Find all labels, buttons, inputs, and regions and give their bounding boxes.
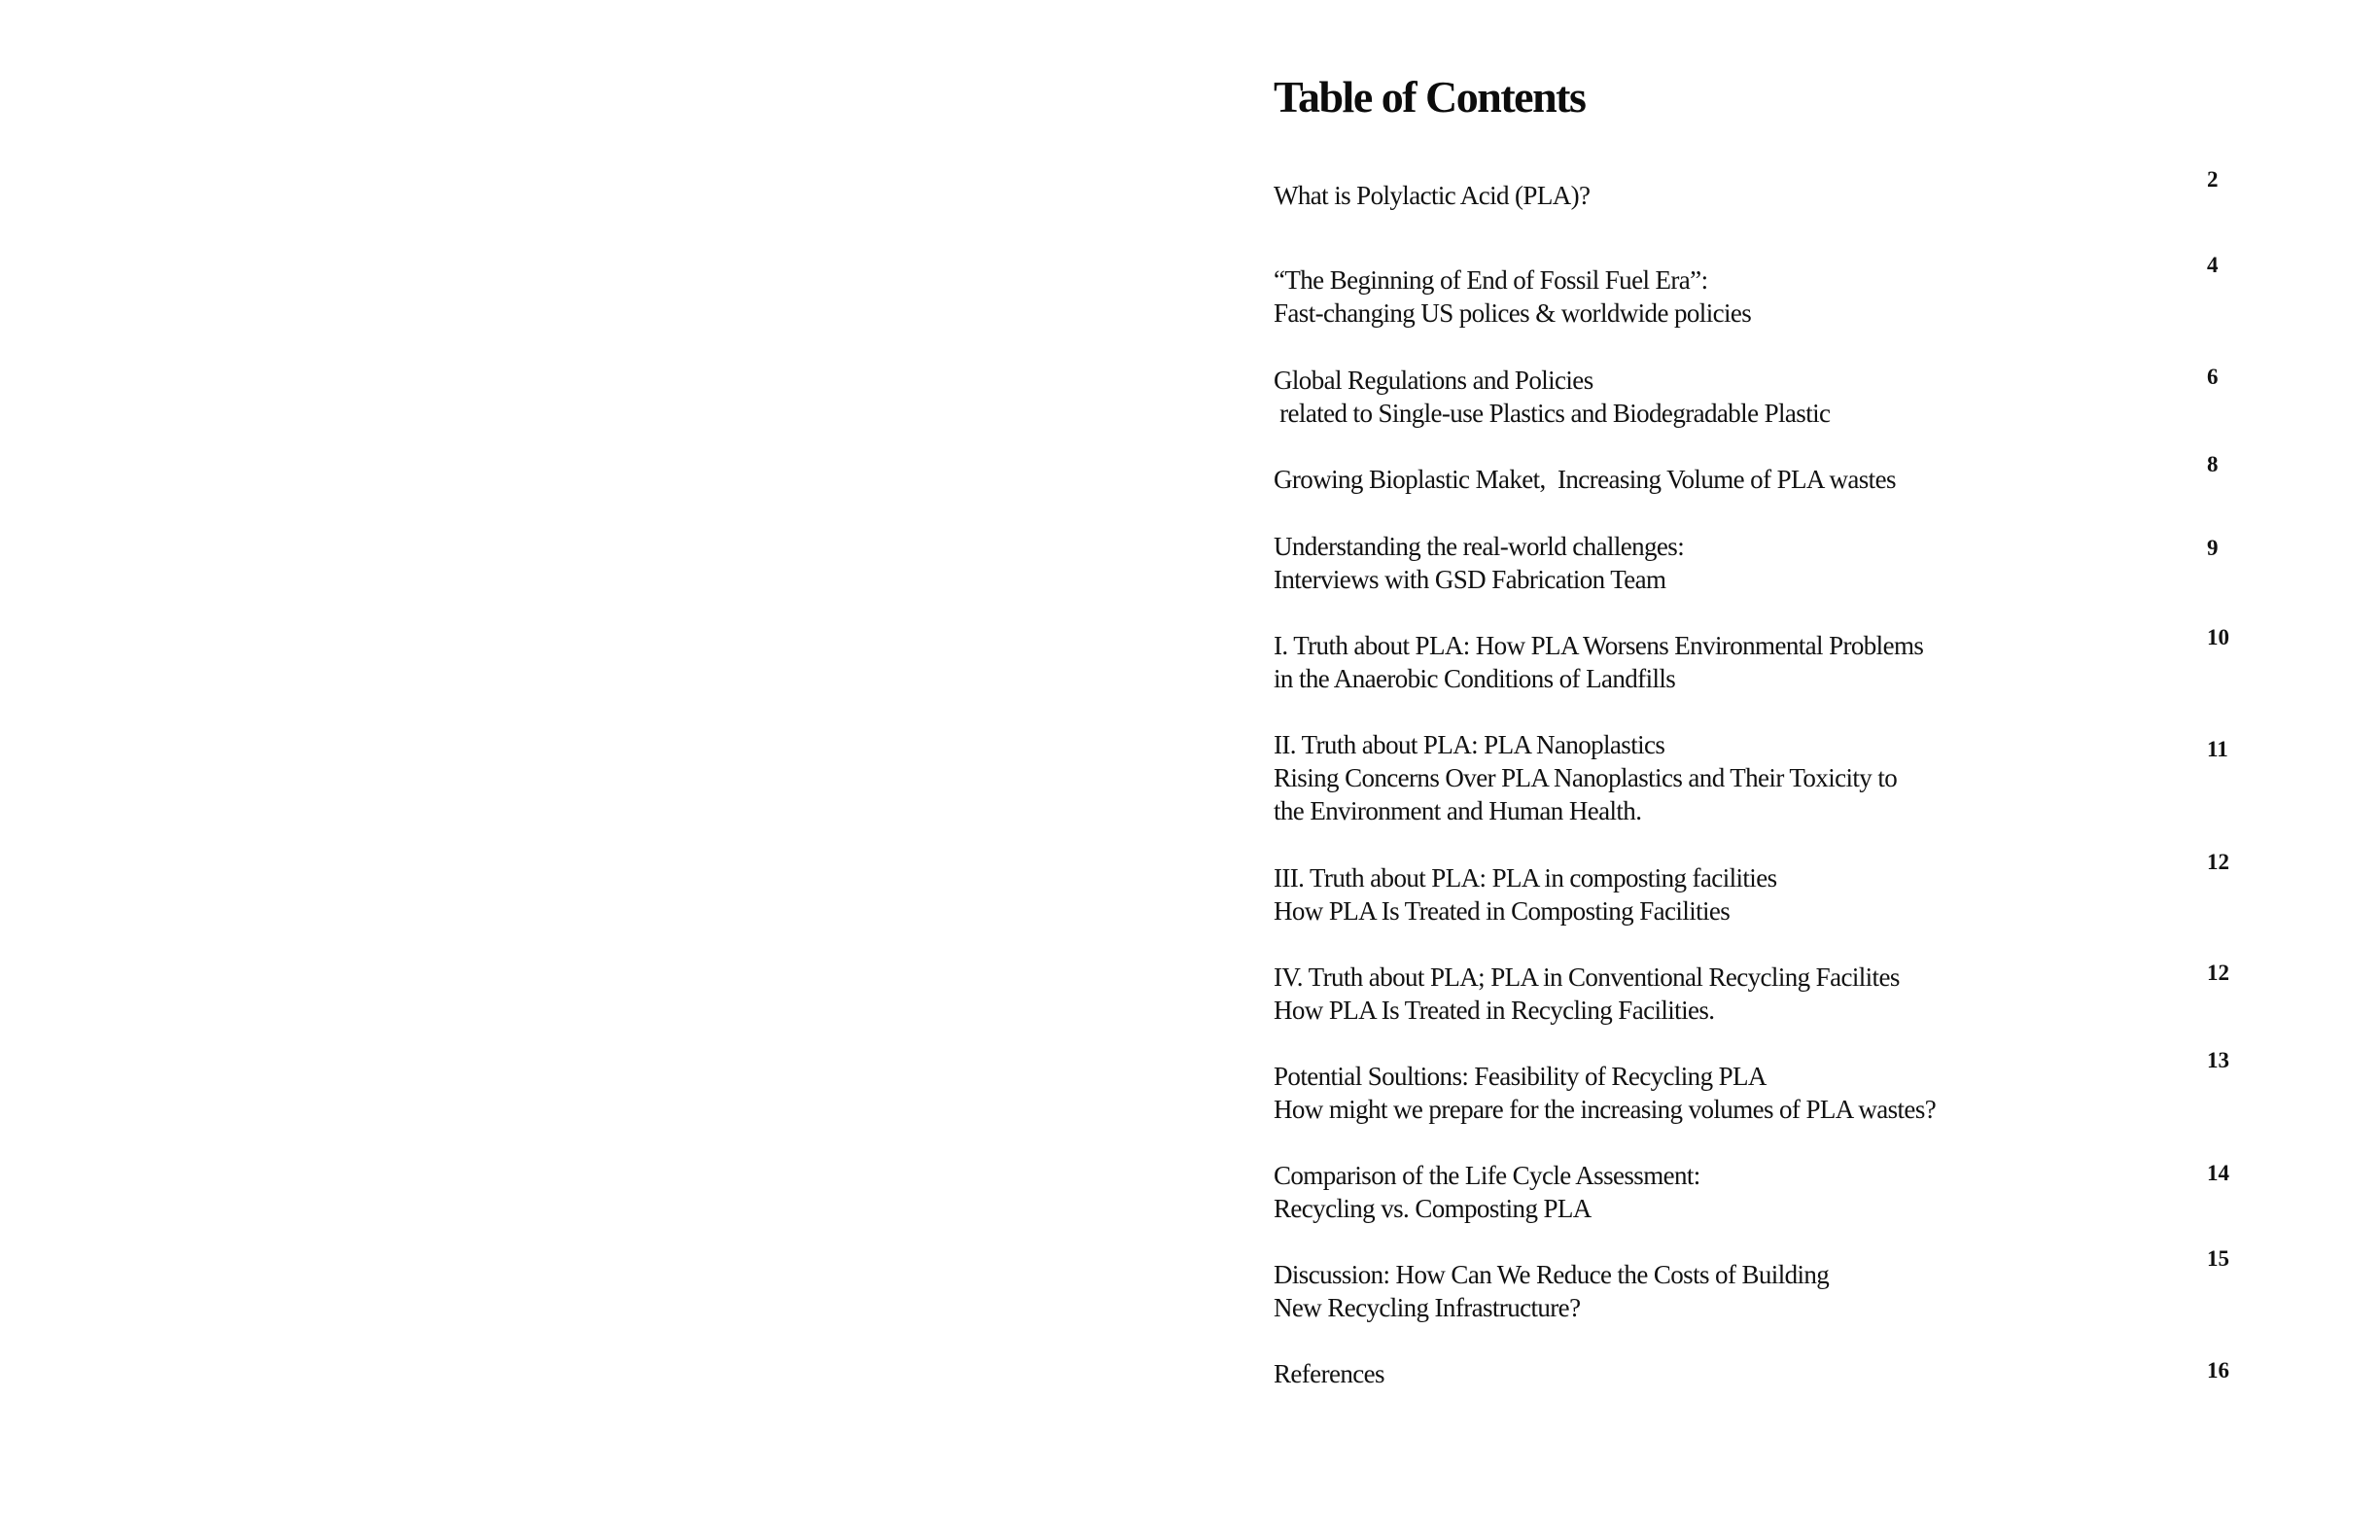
toc-entry-title-line: I. Truth about PLA: How PLA Worsens Environmental Problems (1274, 631, 1924, 660)
toc-entry-title-line: related to Single-use Plastics and Biodegradable Plastic (1274, 399, 1831, 428)
toc-entry-title-line: the Environment and Human Health. (1274, 796, 1642, 825)
toc-entry-title (1274, 961, 2003, 1027)
toc-entry-title-line: Interviews with GSD Fabrication Team (1274, 565, 1666, 594)
toc-entry[interactable] (1274, 1048, 2246, 1138)
toc-entry-title-line: Rising Concerns Over PLA Nanoplastics and Their Toxicity to (1274, 763, 1898, 792)
toc-entry[interactable] (1274, 530, 2246, 608)
toc-entry-title (1274, 463, 2003, 496)
toc-entry-title-line: II. Truth about PLA: PLA Nanoplastics (1274, 730, 1665, 759)
toc-entry[interactable] (1274, 1246, 2246, 1336)
toc-entry-page-number: 13 (2207, 1048, 2229, 1072)
toc-entry-page-number: 12 (2207, 850, 2229, 874)
toc-entry-title-line: Global Regulations and Policies (1274, 366, 1593, 395)
toc-entry-page-number: 8 (2207, 452, 2219, 476)
toc-entry-page-number: 10 (2207, 625, 2229, 649)
toc-entry-title-line: New Recycling Infrastructure? (1274, 1293, 1581, 1322)
toc-entry-page-number: 12 (2207, 961, 2229, 985)
toc-heading: Table of Contents (1274, 72, 1586, 122)
toc-entry[interactable] (1274, 167, 2246, 251)
toc-entry-title-line: “The Beginning of End of Fossil Fuel Era”: (1274, 265, 1708, 295)
toc-entry-title (1274, 1060, 2003, 1126)
toc-entry[interactable] (1274, 1357, 2246, 1435)
toc-entry-title (1274, 364, 2003, 430)
toc-entry-page-number: 11 (2207, 737, 2228, 761)
toc-entry[interactable] (1274, 452, 2246, 541)
toc-entry-title-line: Comparison of the Life Cycle Assessment: (1274, 1161, 1700, 1190)
toc-entry-title (1274, 629, 2003, 695)
toc-entry-title-line: How PLA Is Treated in Composting Facilities (1274, 896, 1731, 926)
toc-entry-title (1274, 728, 2003, 827)
toc-entry-title-line: in the Anaerobic Conditions of Landfills (1274, 664, 1676, 693)
toc-entry-page-number: 2 (2207, 167, 2219, 192)
toc-entry-page-number: 6 (2207, 365, 2219, 389)
toc-entry-title-line: Discussion: How Can We Reduce the Costs of Building (1274, 1260, 1830, 1289)
toc-entry-page-number: 15 (2207, 1246, 2229, 1271)
toc-entry[interactable] (1274, 364, 2246, 441)
toc-entry[interactable] (1274, 1159, 2246, 1237)
toc-entry-title-line: IV. Truth about PLA; PLA in Conventional Recycling Facilites (1274, 962, 1900, 992)
toc-entry[interactable] (1274, 728, 2246, 825)
toc-entry[interactable] (1274, 253, 2246, 337)
toc-entry-page-number: 14 (2207, 1161, 2229, 1185)
toc-entry-page-number: 9 (2207, 536, 2219, 560)
toc-entry-title (1274, 263, 2003, 330)
toc-entry-title-line: How PLA Is Treated in Recycling Facilities. (1274, 996, 1715, 1025)
toc-entry-title (1274, 861, 2003, 928)
toc-entry-title-line: Fast-changing US polices & worldwide policies (1274, 298, 1752, 328)
toc-entry-title-line: III. Truth about PLA: PLA in composting facilities (1274, 863, 1777, 892)
toc-entry-title-line: References (1274, 1359, 1384, 1388)
toc-entry-title-line: Growing Bioplastic Maket, Increasing Volume of PLA wastes (1274, 465, 1896, 494)
toc-entry-title-line: Understanding the real-world challenges: (1274, 532, 1685, 561)
toc-entry-title-line: What is Polylactic Acid (PLA)? (1274, 181, 1591, 210)
toc-entry-title (1274, 179, 2003, 212)
toc-entry-title-line: Potential Soultions: Feasibility of Recycling PLA (1274, 1062, 1767, 1091)
toc-entry-title-line: How might we prepare for the increasing volumes of PLA wastes? (1274, 1095, 1937, 1124)
toc-entry[interactable] (1274, 850, 2246, 939)
toc-entry-page-number: 4 (2207, 253, 2219, 277)
toc-entry-title-line: Recycling vs. Composting PLA (1274, 1194, 1592, 1223)
toc-entry[interactable] (1274, 625, 2246, 707)
toc-entry-page-number: 16 (2207, 1358, 2229, 1382)
toc-entry-title (1274, 1258, 2003, 1324)
toc-entry-title (1274, 530, 2003, 596)
toc-entry-title (1274, 1159, 2003, 1225)
toc-entry-title (1274, 1357, 2003, 1390)
toc-entry[interactable] (1274, 961, 2246, 1038)
